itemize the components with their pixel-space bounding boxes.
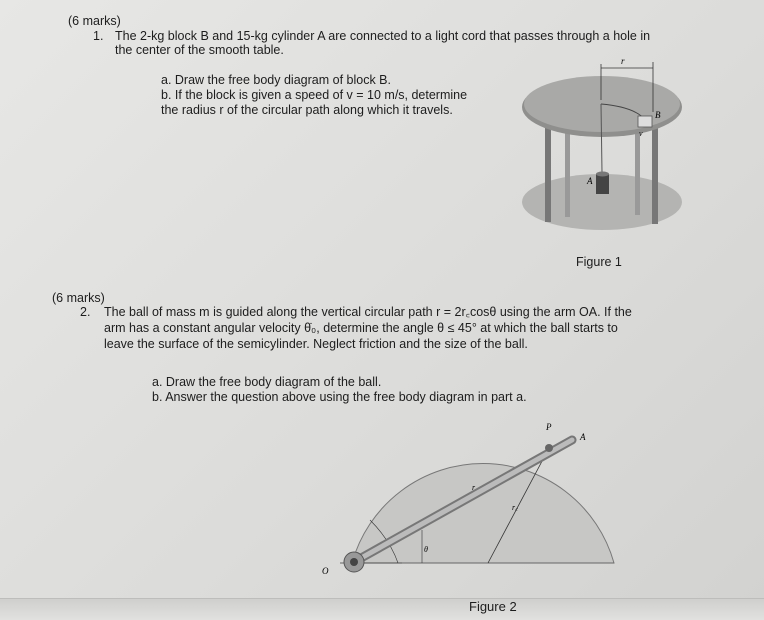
q2-text-line3: leave the surface of the semicylinder. Neglect friction and the size of the ball. — [104, 337, 528, 351]
q1-text-line2: the center of the smooth table. — [115, 43, 284, 57]
q2-number: 2. — [80, 305, 91, 319]
figure-2-label-theta: θ — [424, 545, 428, 554]
figure-2-label-A: A — [580, 432, 586, 442]
q1-part-b-line2: the radius r of the circular path along which it travels. — [161, 103, 453, 117]
q1-part-a: a. Draw the free body diagram of block B. — [161, 73, 391, 87]
q1-text-line1: The 2-kg block B and 15-kg cylinder A are connected to a light cord that passes through a hole in — [115, 29, 651, 43]
q1-part-b-line1: b. If the block is given a speed of v = 10 m/s, determine — [161, 88, 468, 102]
figure-1-label-v: v — [639, 129, 643, 138]
figure-1-label-A: A — [587, 176, 593, 186]
figure-2-label-rc: r꜀ — [512, 503, 518, 512]
figure-1-label-B: B — [655, 110, 661, 120]
q1-marks: (6 marks) — [68, 14, 121, 28]
q2-part-a: a. Draw the free body diagram of the ball. — [152, 375, 382, 389]
figure-2-label-P: P — [546, 422, 552, 432]
figure-2-label-O: O — [322, 566, 329, 576]
figure-1-table-diagram — [517, 52, 697, 242]
figure-2-label-r: r — [472, 483, 476, 492]
q2-part-b: b. Answer the question above using the free body diagram in part a. — [152, 390, 527, 404]
q2-marks: (6 marks) — [52, 291, 105, 305]
q1-number: 1. — [93, 29, 104, 43]
page-fold — [0, 598, 764, 620]
q2-text-line1: The ball of mass m is guided along the vertical circular path r = 2r꜀cosθ using the arm OA. If the — [104, 305, 632, 319]
figure-1-label-r: r — [621, 56, 625, 66]
figure-2-caption: Figure 2 — [469, 599, 517, 614]
figure-2-semicylinder-diagram — [310, 420, 620, 585]
figure-1-caption: Figure 1 — [576, 255, 622, 269]
q2-text-line2: arm has a constant angular velocity θ̇₀, determine the angle θ ≤ 45° at which the ball starts to — [104, 321, 618, 335]
